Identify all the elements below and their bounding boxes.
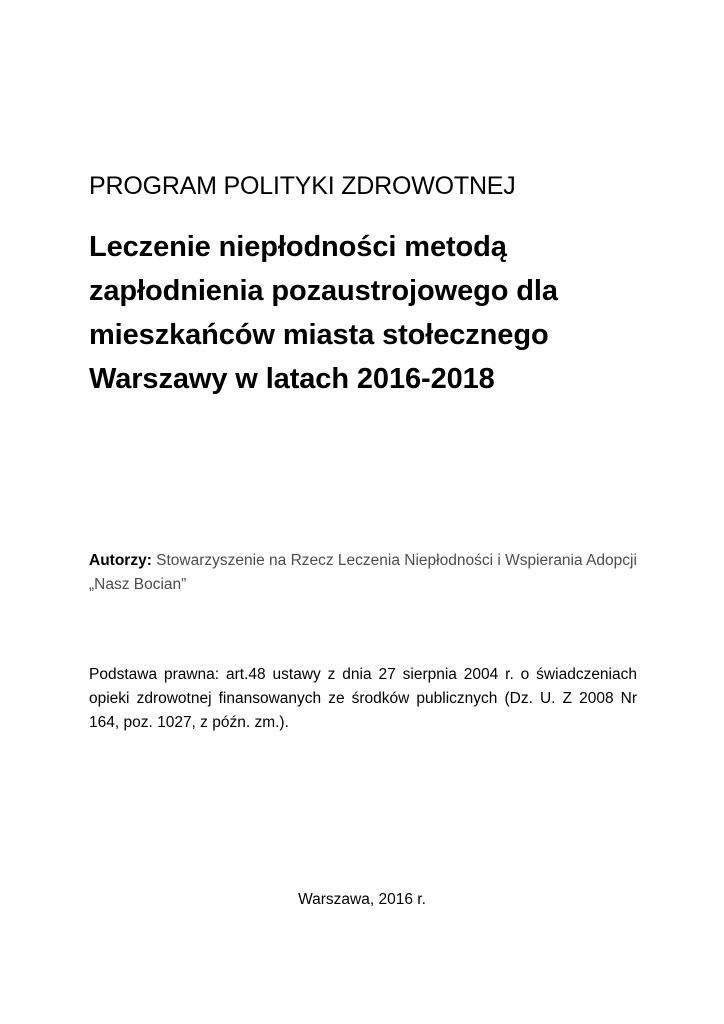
main-title-line: Leczenie niepłodności metodą (89, 231, 507, 263)
main-title-line: mieszkańców miasta stołecznego (89, 319, 549, 351)
legal-basis-paragraph: Podstawa prawna: art.48 ustawy z dnia 27 sierpnia 2004 r. o świadczeniach opieki zdrowotnej finansowanych ze środków publicznych (Dz. U. Z 2008 Nr 164, poz. 1027, z późn. zm.). (89, 666, 637, 731)
program-title: PROGRAM POLITYKI ZDROWOTNEJ (89, 172, 516, 200)
main-title (89, 225, 649, 401)
authors-label: Autorzy: (89, 552, 152, 569)
authors-text: Stowarzyszenie na Rzecz Leczenia Niepłodności i Wspierania Adopcji „Nasz Bocian” (89, 552, 637, 593)
main-title-line: Warszawy w latach 2016-2018 (89, 363, 495, 395)
place-date: Warszawa, 2016 r. (298, 891, 426, 908)
authors-paragraph (89, 549, 637, 597)
main-title-line: zapłodnienia pozaustrojowego dla (89, 275, 558, 307)
